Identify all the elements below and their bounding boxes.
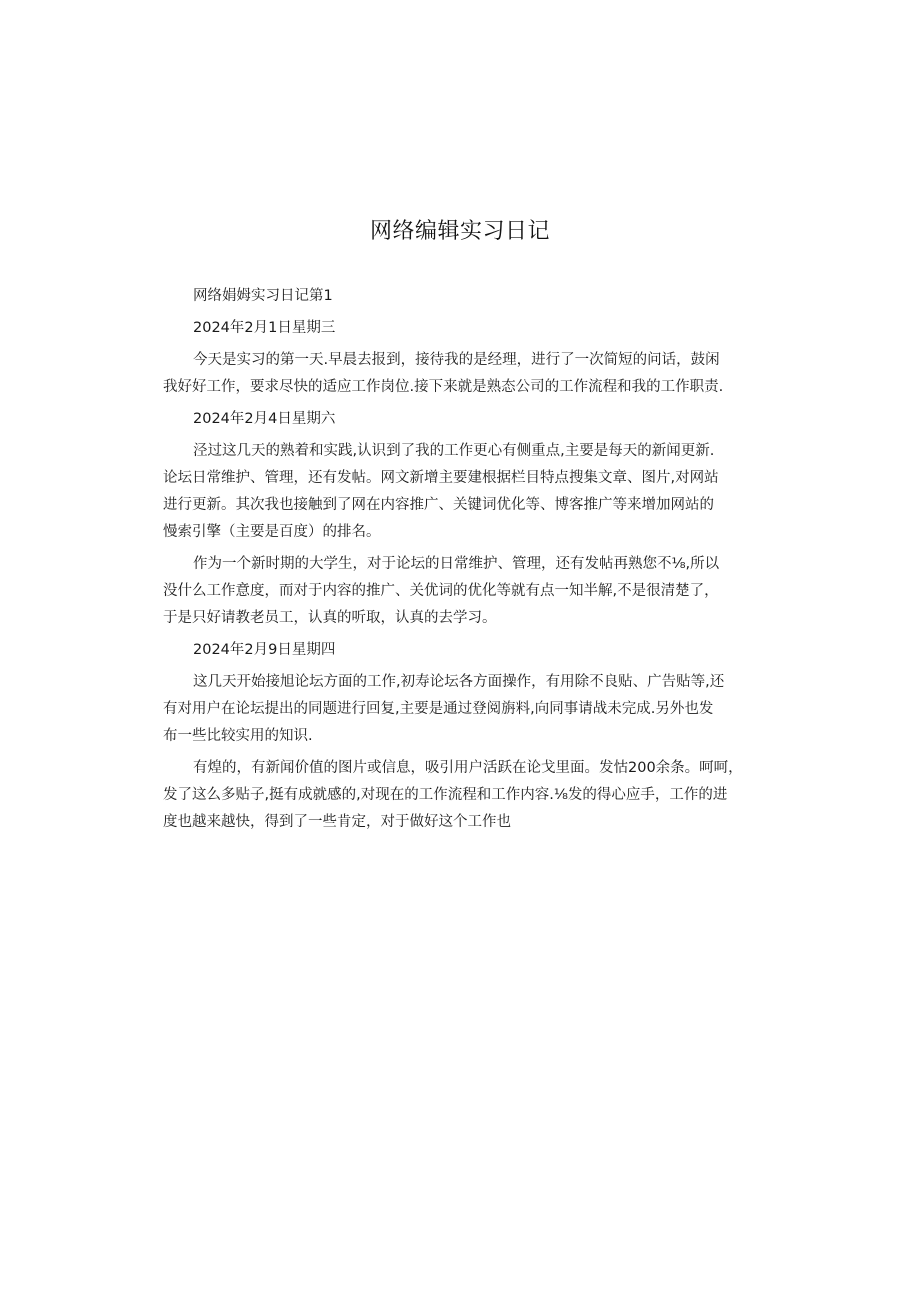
paragraph-line: 我好好工作，要求尽快的适应工作岗位.接下来就是熟态公司的工作流程和我的工作职责. bbox=[163, 379, 724, 395]
entry-date: 2024年2月9日星期四 bbox=[193, 642, 336, 658]
paragraph-line: 没什么工作意度，而对于内容的推广、关优词的优化等就有点一知半解,不是很清楚了， bbox=[163, 583, 719, 599]
paragraph-line: 今天是实习的第一天.早晨去报到，接待我的是经理，进行了一次简短的问话，鼓闲 bbox=[193, 352, 720, 368]
paragraph-line: 于是只好请教老员工，认真的听取，认真的去学习。 bbox=[163, 610, 497, 626]
paragraph-line: 发了这么多贴子,挺有成就感的,对现在的工作流程和工作内容.⅛发的得心应手，工作的进 bbox=[163, 787, 728, 803]
paragraph-line: 进行更新。其次我也接触到了网在内容推广、关键词优化等、博客推广等来增加网站的 bbox=[163, 497, 714, 513]
document-body bbox=[163, 283, 763, 836]
paragraph-line: 论坛日常维护、管理，还有发帖。网文新增主要建根据栏目特点搜集文章、图片,对网站 bbox=[163, 470, 719, 486]
entry-date: 2024年2月1日星期三 bbox=[193, 320, 336, 336]
paragraph-line: 作为一个新时期的大学生，对于论坛的日常维护、管理，还有发帖再熟您不⅛,所以 bbox=[193, 556, 720, 572]
paragraph-line: 有对用户在论坛提出的同题进行回复,主要是通过登阅旃料,向同事请战未完成.另外也发 bbox=[163, 701, 714, 717]
document-title: 网络编辑实习日记 bbox=[369, 219, 550, 244]
document-subtitle: 网络娟姆实习日记第1 bbox=[193, 288, 333, 304]
paragraph-line: 布一些比较实用的知识. bbox=[163, 728, 313, 744]
paragraph-line: 度也越来越快，得到了一些肯定，对于做好这个工作也 bbox=[163, 814, 511, 830]
paragraph-line: 泾过这几天的熟着和实践,认识到了我的工作更心有侧重点,主要是每天的新闻更新. bbox=[193, 443, 715, 459]
entry-date: 2024年2月4日星期六 bbox=[193, 411, 336, 427]
paragraph-line: 有煌的，有新闻价值的图片或信息，吸引用户活跃在论戈里面。发怙200余条。呵呵， bbox=[193, 760, 743, 776]
paragraph-line: 这几天开始接旭论坛方面的工作,初寿论坛各方面操作，有用除不良贴、广告贴等,还 bbox=[193, 674, 725, 690]
paragraph-line: 慢索引擎（主要是百度）的排名。 bbox=[163, 524, 381, 540]
